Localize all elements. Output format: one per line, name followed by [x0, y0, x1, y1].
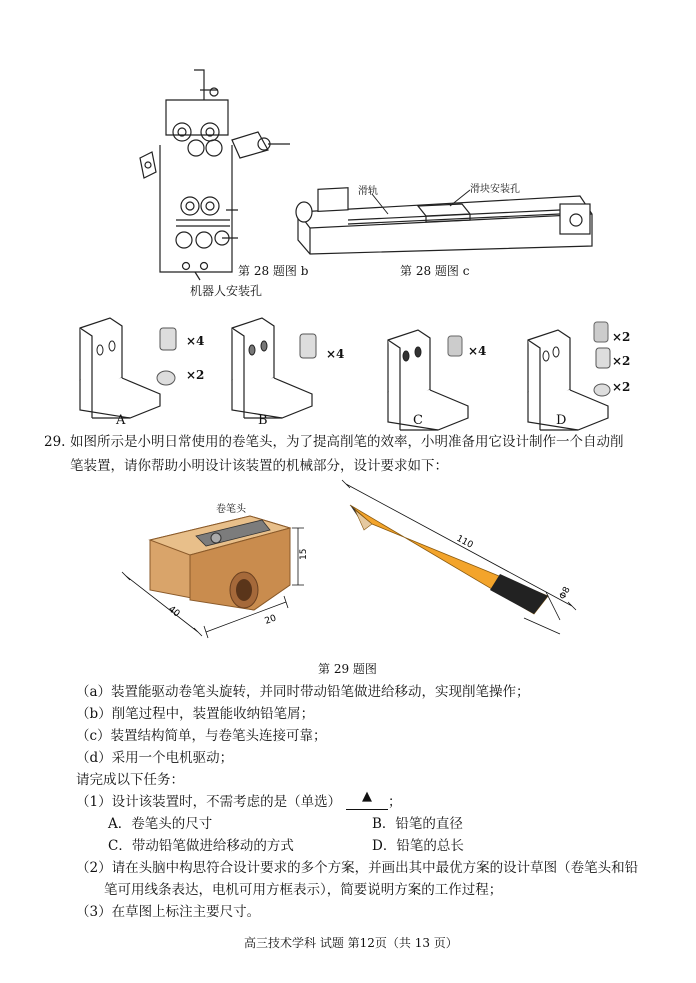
dim-pencil-length: 110 — [454, 533, 475, 551]
question-intro-line1: 如图所示是小明日常使用的卷笔头，为了提高削笔的效率，小明准备用它设计制作一个自动削 — [70, 434, 624, 450]
requirement-d: （d）采用一个电机驱动； — [76, 750, 234, 766]
option-a-qty-2: ×2 — [186, 368, 205, 382]
answer-marker: ▲ — [362, 789, 372, 804]
dim-length: 40 — [166, 604, 182, 620]
option-d-qty-1: ×2 — [612, 330, 631, 344]
requirement-b: （b）削笔过程中，装置能收纳铅笔屑； — [76, 706, 315, 722]
option-c-letter: C — [413, 413, 423, 428]
dim-width: 20 — [263, 613, 278, 627]
option-b-qty-1: ×4 — [326, 347, 345, 361]
dim-height: 15 — [299, 548, 309, 560]
task2-line1: （2）请在头脑中构思符合设计要求的多个方案，并画出其中最优方案的设计草图（卷笔头和铅 — [76, 860, 639, 876]
figure-28c-caption: 第 28 题图 c — [400, 264, 470, 278]
choice-d: D．铅笔的总长 — [372, 838, 464, 854]
requirement-c: （c）装置结构简单，与卷笔头连接可靠； — [76, 728, 327, 744]
task-intro: 请完成以下任务： — [76, 772, 184, 788]
task1-end: ； — [388, 794, 402, 810]
sharpener-label: 卷笔头 — [216, 504, 246, 515]
task1-answer-blank[interactable] — [346, 789, 388, 810]
task3: （3）在草图上标注主要尺寸。 — [76, 904, 261, 920]
option-d-qty-2: ×2 — [612, 354, 631, 368]
question-intro-line2: 笔装置，请你帮助小明设计该装置的机械部分，设计要求如下： — [70, 458, 448, 474]
rail-label: 滑轨 — [358, 186, 378, 197]
option-a-letter: A — [116, 413, 126, 428]
option-d-letter: D — [556, 413, 567, 428]
page-footer: 高三技术学科 试题 第12页（共 13 页） — [244, 936, 458, 950]
requirement-a: （a）装置能驱动卷笔头旋转，并同时带动铅笔做进给移动，实现削笔操作； — [76, 684, 530, 700]
question-number: 29. — [44, 434, 66, 450]
option-b-letter: B — [258, 413, 268, 428]
option-a-qty-1: ×4 — [186, 334, 205, 348]
task1-prompt: （1）设计该装置时，不需考虑的是（单选） — [76, 794, 342, 810]
slider-hole-label: 滑块安装孔 — [470, 184, 520, 195]
choice-c: C．带动铅笔做进给移动的方式 — [108, 838, 294, 854]
task2-line2: 笔可用线条表达，电机可用方框表示），简要说明方案的工作过程； — [104, 882, 503, 898]
option-c-qty-1: ×4 — [468, 344, 487, 358]
choice-a: A．卷笔头的尺寸 — [108, 816, 213, 832]
robot-mount-hole-label: 机器人安装孔 — [190, 284, 263, 298]
figure-28b-caption: 第 28 题图 b — [238, 264, 309, 278]
figure-29-caption: 第 29 题图 — [318, 662, 377, 676]
option-d-qty-3: ×2 — [612, 380, 631, 394]
dim-pencil-diameter: Φ8 — [557, 585, 573, 602]
choice-b: B．铅笔的直径 — [372, 816, 463, 832]
